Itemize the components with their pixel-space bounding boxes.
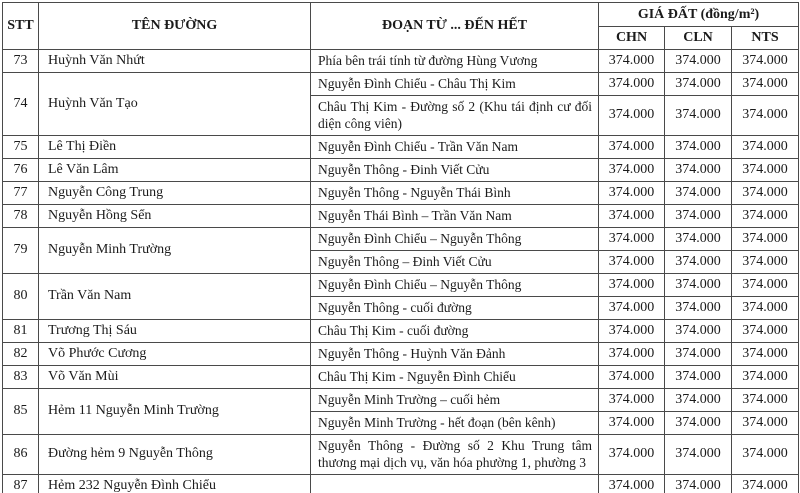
table-row bbox=[3, 273, 799, 296]
table-header bbox=[3, 3, 799, 50]
table-row bbox=[3, 158, 799, 181]
street-name-cell: Hẻm 232 Nguyễn Đình Chiểu bbox=[39, 474, 311, 493]
segment-cell: Nguyễn Thái Bình – Trần Văn Nam bbox=[311, 204, 599, 227]
row-number-cell: 74 bbox=[3, 72, 39, 135]
row-number-cell: 77 bbox=[3, 181, 39, 204]
row-number-cell: 83 bbox=[3, 365, 39, 388]
price-cell-nts: 374.000 bbox=[732, 273, 799, 296]
price-cell-cln: 374.000 bbox=[665, 95, 732, 135]
price-cell-cln: 374.000 bbox=[665, 181, 732, 204]
price-cell-nts: 374.000 bbox=[732, 72, 799, 95]
street-name-cell: Nguyễn Hồng Sển bbox=[39, 204, 311, 227]
row-number-cell: 81 bbox=[3, 319, 39, 342]
street-name-cell: Trần Văn Nam bbox=[39, 273, 311, 319]
price-cell-chn: 374.000 bbox=[599, 342, 665, 365]
price-table-body bbox=[3, 49, 799, 493]
table-row bbox=[3, 365, 799, 388]
price-cell-chn: 374.000 bbox=[599, 135, 665, 158]
price-cell-nts: 374.000 bbox=[732, 95, 799, 135]
price-cell-cln: 374.000 bbox=[665, 273, 732, 296]
price-cell-chn: 374.000 bbox=[599, 227, 665, 250]
street-name-cell: Đường hẻm 9 Nguyễn Thông bbox=[39, 434, 311, 474]
price-cell-cln: 374.000 bbox=[665, 250, 732, 273]
column-header-nts: NTS bbox=[732, 27, 799, 50]
price-cell-chn: 374.000 bbox=[599, 49, 665, 72]
table-row bbox=[3, 72, 799, 95]
land-price-table bbox=[2, 2, 799, 493]
street-name-cell: Võ Phước Cương bbox=[39, 342, 311, 365]
segment-cell: Nguyễn Đình Chiểu – Nguyễn Thông bbox=[311, 227, 599, 250]
table-row bbox=[3, 49, 799, 72]
price-cell-nts: 374.000 bbox=[732, 388, 799, 411]
column-header-price-group: GIÁ ĐẤT (đồng/m²) bbox=[599, 3, 799, 27]
street-name-cell: Hẻm 11 Nguyễn Minh Trường bbox=[39, 388, 311, 434]
price-cell-nts: 374.000 bbox=[732, 49, 799, 72]
column-header-segment: ĐOẠN TỪ ... ĐẾN HẾT bbox=[311, 3, 599, 50]
price-cell-nts: 374.000 bbox=[732, 365, 799, 388]
price-cell-cln: 374.000 bbox=[665, 342, 732, 365]
header-row-1 bbox=[3, 3, 799, 27]
segment-cell: Nguyễn Minh Trường - hết đoạn (bên kênh) bbox=[311, 411, 599, 434]
segment-cell bbox=[311, 474, 599, 493]
price-cell-chn: 374.000 bbox=[599, 250, 665, 273]
row-number-cell: 78 bbox=[3, 204, 39, 227]
price-cell-cln: 374.000 bbox=[665, 434, 732, 474]
price-cell-cln: 374.000 bbox=[665, 204, 732, 227]
price-cell-cln: 374.000 bbox=[665, 72, 732, 95]
row-number-cell: 80 bbox=[3, 273, 39, 319]
street-name-cell: Lê Văn Lâm bbox=[39, 158, 311, 181]
price-cell-nts: 374.000 bbox=[732, 250, 799, 273]
table-row bbox=[3, 474, 799, 493]
price-cell-chn: 374.000 bbox=[599, 411, 665, 434]
row-number-cell: 76 bbox=[3, 158, 39, 181]
row-number-cell: 73 bbox=[3, 49, 39, 72]
price-cell-nts: 374.000 bbox=[732, 181, 799, 204]
segment-cell: Nguyễn Thông - Huỳnh Văn Đảnh bbox=[311, 342, 599, 365]
segment-cell: Nguyễn Thông - Nguyễn Thái Bình bbox=[311, 181, 599, 204]
segment-cell: Châu Thị Kim - Đường số 2 (Khu tái định cư đối diện công viên) bbox=[311, 95, 599, 135]
segment-cell: Châu Thị Kim - Nguyễn Đình Chiểu bbox=[311, 365, 599, 388]
price-cell-chn: 374.000 bbox=[599, 158, 665, 181]
street-name-cell: Nguyễn Minh Trường bbox=[39, 227, 311, 273]
price-cell-chn: 374.000 bbox=[599, 296, 665, 319]
row-number-cell: 85 bbox=[3, 388, 39, 434]
price-cell-cln: 374.000 bbox=[665, 319, 732, 342]
price-cell-nts: 374.000 bbox=[732, 411, 799, 434]
segment-cell: Châu Thị Kim - cuối đường bbox=[311, 319, 599, 342]
price-cell-cln: 374.000 bbox=[665, 227, 732, 250]
segment-cell: Nguyễn Thông - cuối đường bbox=[311, 296, 599, 319]
price-cell-cln: 374.000 bbox=[665, 411, 732, 434]
street-name-cell: Huỳnh Văn Tạo bbox=[39, 72, 311, 135]
table-row bbox=[3, 227, 799, 250]
price-cell-nts: 374.000 bbox=[732, 474, 799, 493]
row-number-cell: 86 bbox=[3, 434, 39, 474]
price-cell-chn: 374.000 bbox=[599, 365, 665, 388]
table-row bbox=[3, 342, 799, 365]
price-cell-cln: 374.000 bbox=[665, 49, 732, 72]
price-cell-chn: 374.000 bbox=[599, 474, 665, 493]
segment-cell: Nguyễn Thông - Đường số 2 Khu Trung tâm thương mại dịch vụ, văn hóa phường 1, phường 3 bbox=[311, 434, 599, 474]
price-cell-chn: 374.000 bbox=[599, 204, 665, 227]
segment-cell: Nguyễn Đình Chiểu – Nguyễn Thông bbox=[311, 273, 599, 296]
street-name-cell: Nguyễn Công Trung bbox=[39, 181, 311, 204]
table-row bbox=[3, 388, 799, 411]
table-row bbox=[3, 135, 799, 158]
price-cell-cln: 374.000 bbox=[665, 296, 732, 319]
price-cell-nts: 374.000 bbox=[732, 319, 799, 342]
segment-cell: Nguyễn Thông - Đinh Viết Cửu bbox=[311, 158, 599, 181]
column-header-stt: STT bbox=[3, 3, 39, 50]
table-row bbox=[3, 434, 799, 474]
row-number-cell: 82 bbox=[3, 342, 39, 365]
segment-cell: Phía bên trái tính từ đường Hùng Vương bbox=[311, 49, 599, 72]
price-cell-chn: 374.000 bbox=[599, 181, 665, 204]
price-cell-nts: 374.000 bbox=[732, 227, 799, 250]
column-header-cln: CLN bbox=[665, 27, 732, 50]
price-cell-cln: 374.000 bbox=[665, 365, 732, 388]
price-cell-nts: 374.000 bbox=[732, 296, 799, 319]
street-name-cell: Huỳnh Văn Nhứt bbox=[39, 49, 311, 72]
table-row bbox=[3, 204, 799, 227]
table-row bbox=[3, 319, 799, 342]
price-cell-cln: 374.000 bbox=[665, 135, 732, 158]
segment-cell: Nguyễn Thông – Đinh Viết Cửu bbox=[311, 250, 599, 273]
street-name-cell: Lê Thị Điền bbox=[39, 135, 311, 158]
segment-cell: Nguyễn Minh Trường – cuối hẻm bbox=[311, 388, 599, 411]
price-cell-chn: 374.000 bbox=[599, 319, 665, 342]
price-cell-nts: 374.000 bbox=[732, 135, 799, 158]
street-name-cell: Võ Văn Mùi bbox=[39, 365, 311, 388]
column-header-street: TÊN ĐƯỜNG bbox=[39, 3, 311, 50]
price-cell-chn: 374.000 bbox=[599, 273, 665, 296]
price-cell-cln: 374.000 bbox=[665, 388, 732, 411]
price-cell-nts: 374.000 bbox=[732, 434, 799, 474]
table-row bbox=[3, 181, 799, 204]
price-cell-nts: 374.000 bbox=[732, 342, 799, 365]
segment-cell: Nguyễn Đình Chiểu - Châu Thị Kim bbox=[311, 72, 599, 95]
price-cell-nts: 374.000 bbox=[732, 204, 799, 227]
row-number-cell: 79 bbox=[3, 227, 39, 273]
row-number-cell: 87 bbox=[3, 474, 39, 493]
price-cell-chn: 374.000 bbox=[599, 434, 665, 474]
price-cell-chn: 374.000 bbox=[599, 72, 665, 95]
row-number-cell: 75 bbox=[3, 135, 39, 158]
price-cell-chn: 374.000 bbox=[599, 95, 665, 135]
price-cell-chn: 374.000 bbox=[599, 388, 665, 411]
column-header-chn: CHN bbox=[599, 27, 665, 50]
price-cell-cln: 374.000 bbox=[665, 474, 732, 493]
street-name-cell: Trương Thị Sáu bbox=[39, 319, 311, 342]
price-cell-cln: 374.000 bbox=[665, 158, 732, 181]
price-cell-nts: 374.000 bbox=[732, 158, 799, 181]
segment-cell: Nguyễn Đình Chiểu - Trần Văn Nam bbox=[311, 135, 599, 158]
